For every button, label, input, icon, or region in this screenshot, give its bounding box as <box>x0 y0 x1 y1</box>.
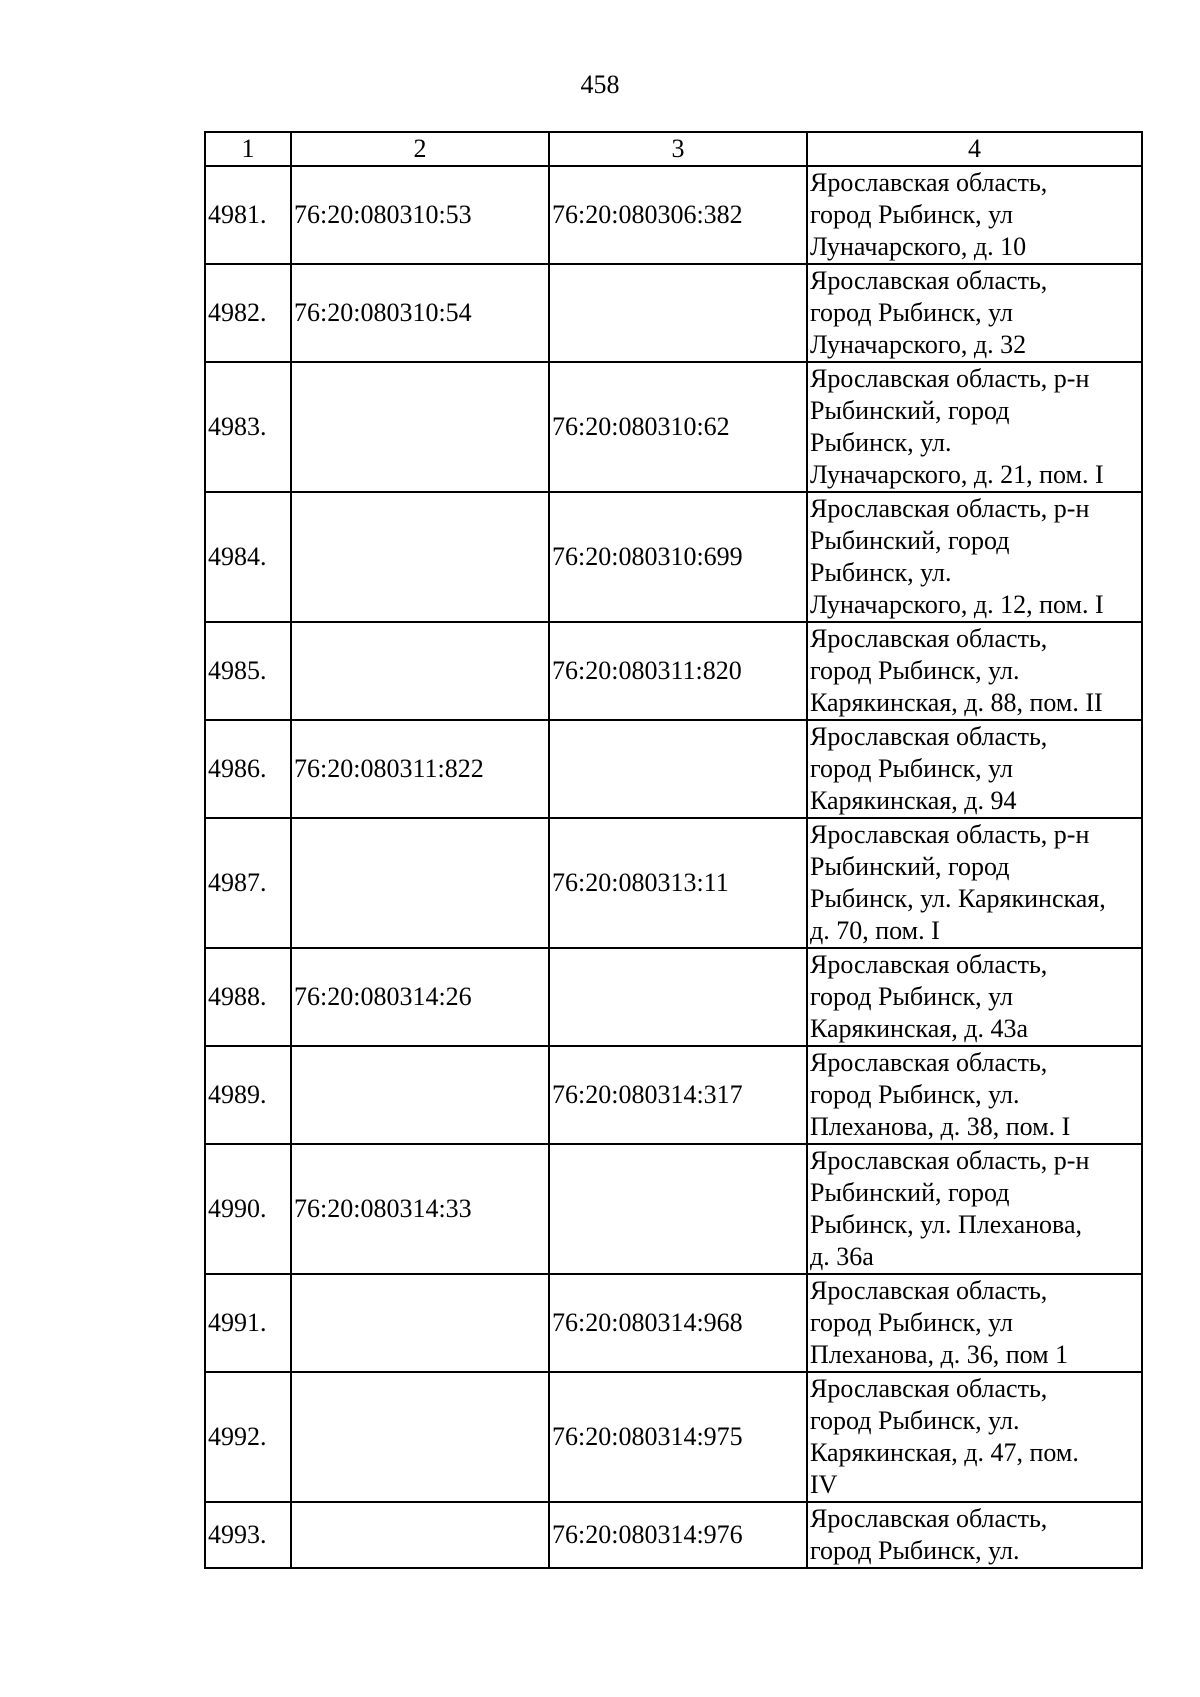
table-row <box>205 1274 1142 1372</box>
address-line: Луначарского, д. 12, пом. I <box>810 590 1104 619</box>
cadastral-number-cell <box>291 622 549 720</box>
address-line: Ярославская область, р-н <box>810 494 1090 523</box>
row-number-cell: 4986. <box>205 720 291 818</box>
cadastral-number-cell <box>291 1046 549 1144</box>
cadastral-number-cell: 76:20:080310:54 <box>291 264 549 362</box>
address-line: Луначарского, д. 32 <box>810 330 1027 359</box>
address-cell <box>807 166 1142 264</box>
cadastral-number-cell <box>291 492 549 622</box>
address-line: IV <box>810 1470 838 1499</box>
row-number-cell: 4989. <box>205 1046 291 1144</box>
address-cell <box>807 1274 1142 1372</box>
address-line: Рыбинск, ул. <box>810 428 952 457</box>
address-cell <box>807 948 1142 1046</box>
table-body <box>205 166 1142 1568</box>
address-line: Рыбинск, ул. <box>810 558 952 587</box>
row-number-cell: 4993. <box>205 1502 291 1568</box>
address-line: Рыбинский, город <box>810 852 1010 881</box>
address-cell <box>807 622 1142 720</box>
object-cadastral-number-cell: 76:20:080314:975 <box>549 1372 807 1502</box>
address-line: город Рыбинск, ул. <box>810 1406 1020 1435</box>
address-line: город Рыбинск, ул <box>810 298 1013 327</box>
address-cell <box>807 1372 1142 1502</box>
address-line: Карякинская, д. 94 <box>810 786 1017 815</box>
address-line: Луначарского, д. 21, пом. I <box>810 460 1104 489</box>
table-row <box>205 720 1142 818</box>
address-line: город Рыбинск, ул <box>810 754 1013 783</box>
object-cadastral-number-cell: 76:20:080311:820 <box>549 622 807 720</box>
address-line: город Рыбинск, ул. <box>810 1536 1020 1565</box>
address-cell <box>807 720 1142 818</box>
table-header <box>205 132 1142 166</box>
object-cadastral-number-cell <box>549 720 807 818</box>
table-row <box>205 1046 1142 1144</box>
cadastral-number-cell: 76:20:080314:33 <box>291 1144 549 1274</box>
table-row <box>205 264 1142 362</box>
address-line: Карякинская, д. 47, пом. <box>810 1438 1079 1467</box>
object-cadastral-number-cell: 76:20:080310:62 <box>549 362 807 492</box>
address-line: Ярославская область, <box>810 1374 1048 1403</box>
cadastral-number-cell <box>291 1372 549 1502</box>
row-number-cell: 4991. <box>205 1274 291 1372</box>
address-line: Ярославская область, <box>810 624 1048 653</box>
table-row <box>205 1144 1142 1274</box>
row-number-cell: 4985. <box>205 622 291 720</box>
address-line: Рыбинск, ул. Карякинская, <box>810 884 1106 913</box>
address-line: Рыбинский, город <box>810 526 1010 555</box>
address-line: город Рыбинск, ул <box>810 982 1013 1011</box>
table-row <box>205 166 1142 264</box>
row-number-cell: 4988. <box>205 948 291 1046</box>
address-line: Карякинская, д. 88, пом. II <box>810 688 1103 717</box>
address-line: Ярославская область, <box>810 1048 1048 1077</box>
object-cadastral-number-cell: 76:20:080313:11 <box>549 818 807 948</box>
address-cell <box>807 362 1142 492</box>
cadastral-number-cell <box>291 1502 549 1568</box>
row-number-cell: 4982. <box>205 264 291 362</box>
object-cadastral-number-cell: 76:20:080306:382 <box>549 166 807 264</box>
object-cadastral-number-cell: 76:20:080314:968 <box>549 1274 807 1372</box>
address-cell <box>807 264 1142 362</box>
table-row <box>205 492 1142 622</box>
row-number-cell: 4981. <box>205 166 291 264</box>
address-line: д. 70, пом. I <box>810 916 940 945</box>
address-line: Рыбинский, город <box>810 396 1010 425</box>
address-line: Рыбинский, город <box>810 1178 1010 1207</box>
object-cadastral-number-cell: 76:20:080310:699 <box>549 492 807 622</box>
row-number-cell: 4983. <box>205 362 291 492</box>
address-line: Ярославская область, <box>810 950 1048 979</box>
register-table <box>204 131 1143 1569</box>
address-line: Ярославская область, <box>810 168 1048 197</box>
address-line: Ярославская область, р-н <box>810 820 1090 849</box>
header-cell-1: 1 <box>205 132 291 166</box>
address-line: город Рыбинск, ул <box>810 1308 1013 1337</box>
address-line: город Рыбинск, ул. <box>810 1080 1020 1109</box>
address-line: д. 36а <box>810 1242 874 1271</box>
header-cell-4: 4 <box>807 132 1142 166</box>
row-number-cell: 4992. <box>205 1372 291 1502</box>
table-row <box>205 1502 1142 1568</box>
address-line: Ярославская область, р-н <box>810 1146 1090 1175</box>
header-row <box>205 132 1142 166</box>
address-line: Ярославская область, <box>810 1276 1048 1305</box>
row-number-cell: 4984. <box>205 492 291 622</box>
cadastral-number-cell: 76:20:080314:26 <box>291 948 549 1046</box>
address-line: Карякинская, д. 43а <box>810 1014 1029 1043</box>
object-cadastral-number-cell <box>549 948 807 1046</box>
table-row <box>205 818 1142 948</box>
cadastral-number-cell <box>291 818 549 948</box>
address-cell <box>807 818 1142 948</box>
row-number-cell: 4987. <box>205 818 291 948</box>
cadastral-number-cell: 76:20:080311:822 <box>291 720 549 818</box>
address-line: Ярославская область, <box>810 266 1048 295</box>
address-line: Плеханова, д. 36, пом 1 <box>810 1340 1069 1369</box>
object-cadastral-number-cell <box>549 1144 807 1274</box>
table-row <box>205 1372 1142 1502</box>
header-cell-3: 3 <box>549 132 807 166</box>
table-row <box>205 948 1142 1046</box>
address-line: Ярославская область, <box>810 722 1048 751</box>
object-cadastral-number-cell: 76:20:080314:976 <box>549 1502 807 1568</box>
header-cell-2: 2 <box>291 132 549 166</box>
cadastral-number-cell: 76:20:080310:53 <box>291 166 549 264</box>
cadastral-number-cell <box>291 362 549 492</box>
table-row <box>205 362 1142 492</box>
address-cell <box>807 1502 1142 1568</box>
address-line: Ярославская область, <box>810 1504 1048 1533</box>
table-row <box>205 622 1142 720</box>
address-line: Ярославская область, р-н <box>810 364 1090 393</box>
page-number: 458 <box>580 70 620 99</box>
address-line: Луначарского, д. 10 <box>810 232 1027 261</box>
address-line: город Рыбинск, ул <box>810 200 1013 229</box>
address-cell <box>807 492 1142 622</box>
object-cadastral-number-cell: 76:20:080314:317 <box>549 1046 807 1144</box>
address-line: Рыбинск, ул. Плеханова, <box>810 1210 1083 1239</box>
row-number-cell: 4990. <box>205 1144 291 1274</box>
address-line: Плеханова, д. 38, пом. I <box>810 1112 1071 1141</box>
cadastral-number-cell <box>291 1274 549 1372</box>
address-line: город Рыбинск, ул. <box>810 656 1020 685</box>
object-cadastral-number-cell <box>549 264 807 362</box>
address-cell <box>807 1144 1142 1274</box>
address-cell <box>807 1046 1142 1144</box>
